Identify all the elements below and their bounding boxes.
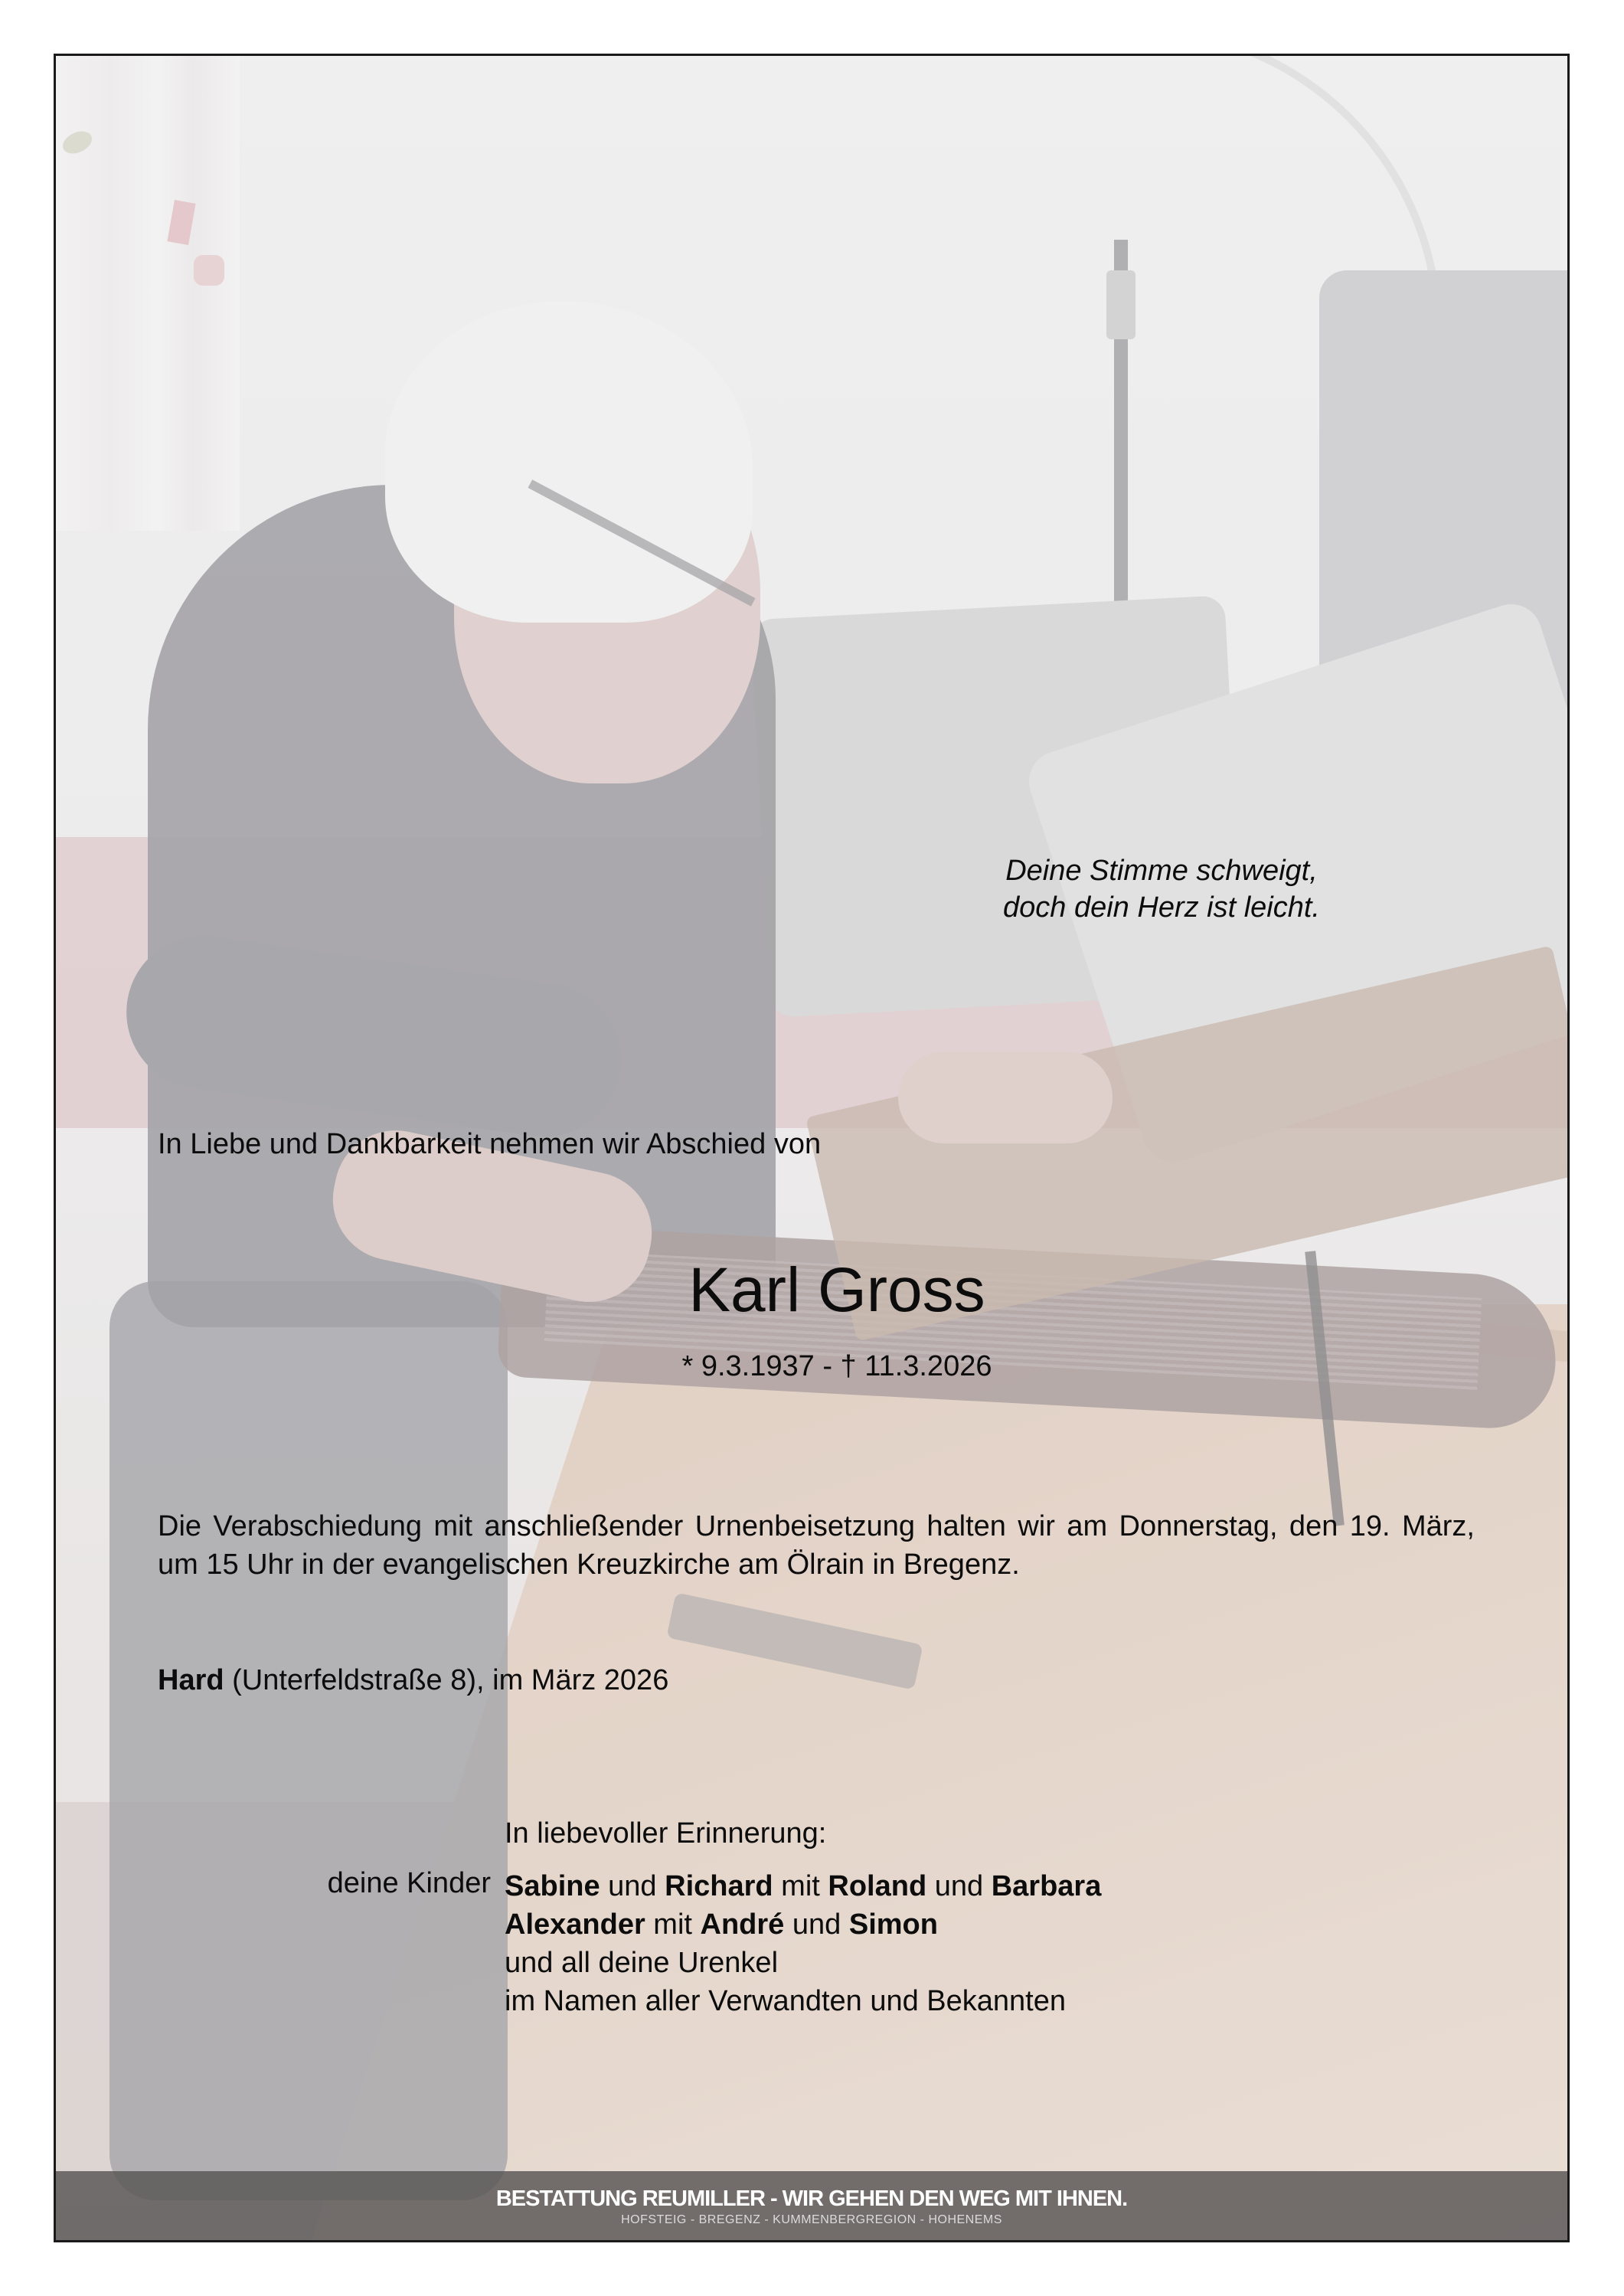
quote-line-2: doch dein Herz ist leicht. [1003,891,1320,924]
signers-line-4: im Namen aller Verwandten und Bekannten [505,1985,1067,2017]
signer-connector: mit [773,1870,828,1902]
signer-connector: und [926,1870,992,1902]
life-dates-text: * 9.3.1937 - † 11.3.2026 [681,1350,992,1382]
place-town: Hard [158,1664,224,1696]
signers-line-3: und all deine Urenkel [505,1947,779,1979]
signer-name: Sabine [505,1870,600,1902]
memory-label: In liebevoller Erinnerung: [505,1817,827,1850]
signer-name: Barbara [991,1870,1102,1902]
memorial-quote [1003,852,1320,926]
signer-name: Alexander [505,1908,645,1941]
signer-name: Simon [848,1908,938,1941]
deceased-name [56,1254,1570,1326]
signer-connector: und [784,1908,849,1941]
quote-line-1: Deine Stimme schweigt, [1005,855,1318,887]
signer-connector: mit [645,1908,701,1941]
signers-line-1 [505,1867,1101,1905]
footer-regions: HOFSTEIG - BREGENZ - KUMMENBERGREGION - HOHENEMS [621,2213,1002,2226]
ceremony-details: Die Verabschiedung mit anschließender Urnenbeisetzung halten wir am Donnerstag, den 19. März, um 15 Uhr in der evangelischen Kreuzkirche am Ölrain in Bregenz. [158,1510,1475,1581]
deceased-name-text: Karl Gross [688,1255,985,1325]
signer-name: André [700,1908,785,1941]
funeral-home-footer [56,2171,1567,2240]
signer-connector: und [600,1870,665,1902]
footer-slogan: BESTATTUNG REUMILLER - WIR GEHEN DEN WEG MIT IHNEN. [495,2186,1128,2211]
farewell-intro: In Liebe und Dankbarkeit nehmen wir Abschied von [158,1128,822,1160]
place-address-date: (Unterfeldstraße 8), im März 2026 [224,1664,669,1696]
life-dates [56,1350,1570,1383]
place-date-line [158,1664,668,1697]
signer-name: Roland [828,1870,927,1902]
signers-line-2 [505,1905,1101,1944]
signer-name: Richard [665,1870,773,1902]
obituary-frame [54,54,1570,2242]
signers-list [505,1867,1101,2020]
signers-lead: deine Kinder [327,1867,491,1899]
